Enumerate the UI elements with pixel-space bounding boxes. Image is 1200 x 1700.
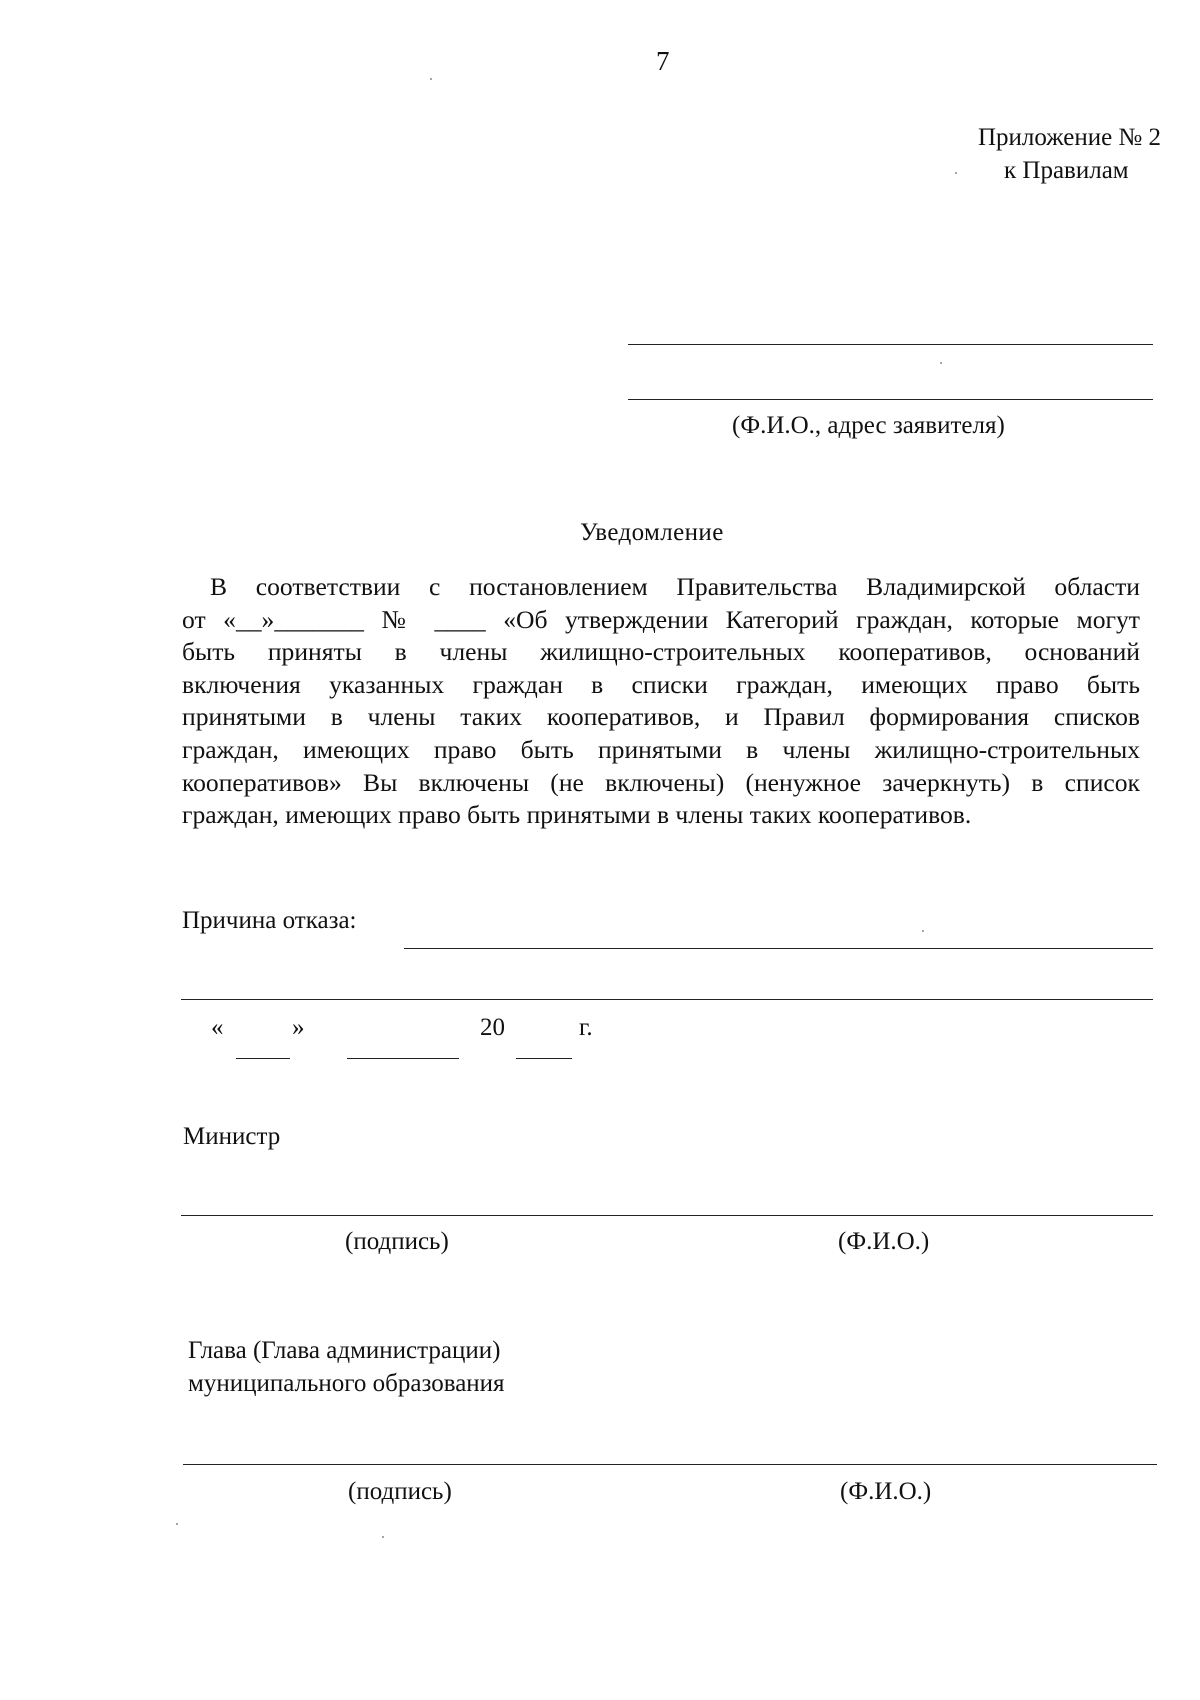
appendix-subtitle: к Правилам [1004, 157, 1129, 184]
refusal-reason-label: Причина отказа: [182, 907, 357, 934]
municipal-head-label-line1: Глава (Глава администрации) [188, 1337, 501, 1364]
minister-label: Министр [183, 1123, 281, 1150]
municipal-head-signature-line[interactable] [183, 1464, 1157, 1465]
date-open-quote: « [211, 1014, 224, 1041]
refusal-reason-line-2[interactable] [181, 999, 1153, 1000]
date-close-quote: » [292, 1014, 305, 1041]
body-line: граждан, имеющих право быть принятыми в члены жилищно-строительных [182, 734, 1140, 764]
scan-speck [922, 930, 924, 932]
date-month-line[interactable] [347, 1058, 459, 1059]
municipal-head-signature-caption: (подпись) [348, 1478, 452, 1505]
date-day-line[interactable] [236, 1058, 290, 1059]
body-line: кооперативов» Вы включены (не включены) (ненужное зачеркнуть) в список [182, 767, 1140, 797]
notice-body [182, 571, 1140, 832]
page-number: 7 [656, 46, 670, 76]
minister-fio-caption: (Ф.И.О.) [838, 1228, 930, 1255]
refusal-reason-line[interactable] [404, 948, 1153, 949]
scan-speck [382, 1536, 384, 1538]
scan-speck [176, 1523, 178, 1525]
date-century: 20 [480, 1014, 505, 1041]
applicant-line-1[interactable] [628, 344, 1153, 345]
scan-speck [430, 78, 432, 80]
scan-speck [955, 172, 957, 174]
date-year-suffix: г. [579, 1014, 593, 1041]
body-line: принятыми в члены таких кооперативов, и Правил формирования списков [182, 702, 1140, 732]
body-line: В соответствии с постановлением Правительства Владимирской области [210, 572, 1140, 601]
municipal-head-label-line2: муниципального образования [188, 1370, 505, 1397]
appendix-title: Приложение № 2 [978, 124, 1162, 151]
body-line: граждан, имеющих право быть принятыми в члены таких кооперативов. [182, 800, 972, 830]
body-line: включения указанных граждан в списки граждан, имеющих право быть [182, 669, 1140, 699]
scan-speck [940, 362, 942, 364]
document-title: Уведомление [580, 519, 724, 546]
body-line: быть приняты в члены жилищно-строительных кооперативов, оснований [182, 637, 1140, 667]
body-line: от «__»_______ № ____ «Об утверждении Категорий граждан, которые могут [182, 604, 1140, 634]
applicant-line-2[interactable] [628, 399, 1153, 400]
minister-signature-line[interactable] [181, 1215, 1153, 1216]
minister-signature-caption: (подпись) [345, 1228, 449, 1255]
applicant-caption: (Ф.И.О., адрес заявителя) [732, 412, 1005, 439]
municipal-head-fio-caption: (Ф.И.О.) [840, 1478, 932, 1505]
date-year-line[interactable] [516, 1058, 572, 1059]
